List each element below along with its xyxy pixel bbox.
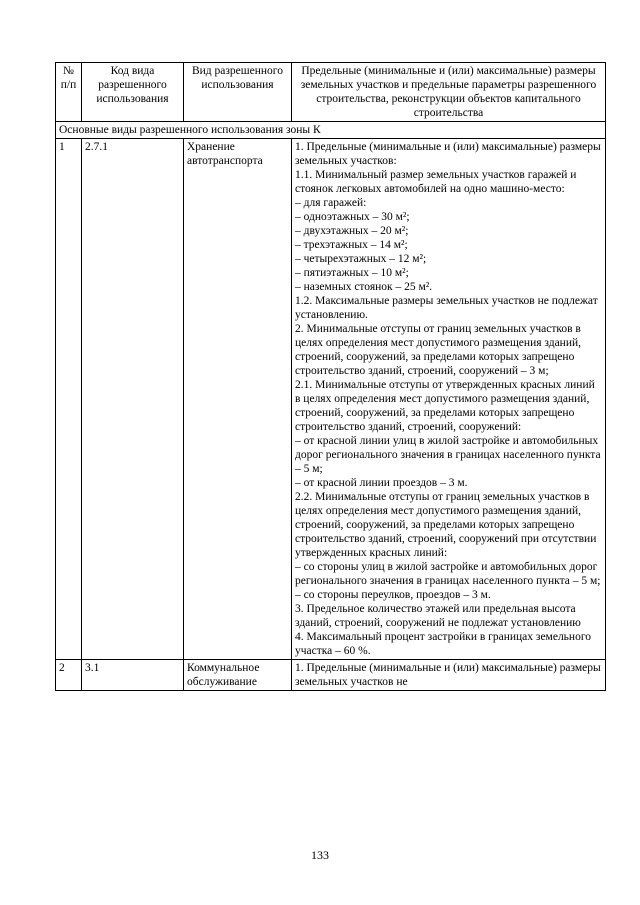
row-code: 3.1 <box>82 660 184 691</box>
table-row <box>56 139 606 660</box>
param-line: – трехэтажных – 14 м²; <box>295 239 408 251</box>
row-type: Коммунальное обслуживание <box>184 660 292 691</box>
param-line: 2.2. Минимальные отступы от границ земельных участков в целях определения мест допустимого размещения зданий, строений, сооружений, за пределами которых запрещено строительство зданий, строений, сооружений при отсутствии утвержденных красных линий: <box>295 491 597 559</box>
row-type: Хранение автотранспорта <box>184 139 292 660</box>
row-number: 2 <box>56 660 82 691</box>
section-row <box>56 122 606 139</box>
param-line: – от красной линии улиц в жилой застройке и автомобильных дорог регионального значения в границах населенного пункта – 5 м; <box>295 435 601 475</box>
param-line: 1.2. Максимальные размеры земельных участков не подлежат установлению. <box>295 295 598 321</box>
row-code: 2.7.1 <box>82 139 184 660</box>
section-title: Основные виды разрешенного использования зоны К <box>56 122 606 139</box>
zoning-table <box>55 62 606 691</box>
page-number: 133 <box>311 848 329 862</box>
param-line: – наземных стоянок – 25 м². <box>295 281 433 293</box>
param-line: – четырехэтажных – 12 м²; <box>295 253 427 265</box>
param-line: 3. Предельное количество этажей или предельная высота зданий, строений, сооружений не подлежат установлению <box>295 603 581 629</box>
param-line: 2.1. Минимальные отступы от утвержденных красных линий в целях определения мест допустимого размещения зданий, строений, сооружений, за пределами которых запрещено строительство зданий, строений, сооружений: <box>295 379 595 433</box>
table-row <box>56 660 606 691</box>
param-line: – пятиэтажных – 10 м²; <box>295 267 409 279</box>
param-line: 1. Предельные (минимальные и (или) максимальные) размеры земельных участков: <box>295 141 601 167</box>
param-line: 1. Предельные (минимальные и (или) максимальные) размеры земельных участков не <box>295 662 601 688</box>
param-line: 4. Максимальный процент застройки в границах земельного участка – 60 %. <box>295 631 592 657</box>
row-number: 1 <box>56 139 82 660</box>
param-line: – для гаражей: <box>295 197 367 209</box>
param-line: – двухэтажных – 20 м²; <box>295 225 409 237</box>
row-params <box>292 660 606 691</box>
row-params <box>292 139 606 660</box>
param-line: – со стороны переулков, проездов – 3 м. <box>295 589 491 601</box>
param-line: – со стороны улиц в жилой застройке и автомобильных дорог регионального значения в границах населенного пункта – 5 м; <box>295 561 601 587</box>
table-header-row <box>56 63 606 122</box>
header-params: Предельные (минимальные и (или) максимальные) размеры земельных участков и предельные параметры разрешенного строительства, реконструкции объектов капитального строительства <box>292 63 606 122</box>
header-type: Вид разрешенного использования <box>184 63 292 122</box>
header-code: Код вида разрешенного использования <box>82 63 184 122</box>
param-line: 1.1. Минимальный размер земельных участков гаражей и стоянок легковых автомобилей на одно машино-место: <box>295 169 577 195</box>
param-line: 2. Минимальные отступы от границ земельных участков в целях определения мест допустимого размещения зданий, строений, сооружений, за пределами которых запрещено строительство зданий, строений, сооружений – 3 м; <box>295 323 582 377</box>
param-line: – одноэтажных – 30 м²; <box>295 211 410 223</box>
param-line: – от красной линии проездов – 3 м. <box>295 477 468 489</box>
header-number: № п/п <box>56 63 82 122</box>
